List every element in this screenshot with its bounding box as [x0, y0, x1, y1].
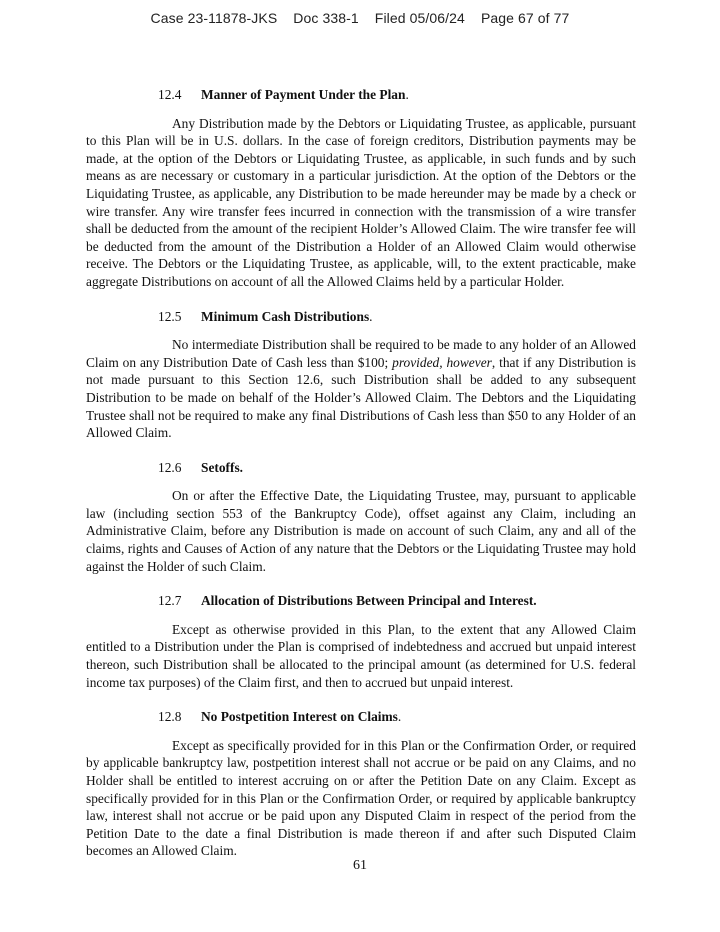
section-title: Manner of Payment Under the Plan [201, 87, 406, 102]
section-12-8 [86, 708, 636, 860]
section-number: 12.4 [158, 87, 182, 102]
section-paragraph: Any Distribution made by the Debtors or Liquidating Trustee, as applicable, pursuant to this Plan will be in U.S. dollars. In the case of foreign creditors, Distribution payments may be made, at the option of the Debtors or Liquidating Trustee, as applicable, in such funds and by such means as are necessary or customary in a particular jurisdiction. At the option of the Debtors or the Liquidating Trustee, as applicable, any Distribution to be made hereunder may be made by a check or wire transfer. Any wire transfer fees incurred in connection with the transmission of a wire transfer shall be deducted from the amount of the recipient Holder’s Allowed Claim. The wire transfer fee will be deducted from the amount of the Distribution a Holder of an Allowed Claim would otherwise receive. The Debtors or the Liquidating Trustee, as applicable, will, to the extent practicable, make aggregate Distributions on account of all the Allowed Claims held by a particular Holder. [86, 115, 636, 289]
section-heading [86, 592, 636, 610]
section-paragraph: Except as specifically provided for in this Plan or the Confirmation Order, or required by applicable bankruptcy law, postpetition interest shall not accrue or be paid on any Claims, and no Holder shall be entitled to interest accruing on or after the Petition Date on any Claim. Except as specifically provided for in this Plan or the Confirmation Order, or required by applicable bankruptcy law, interest shall not accrue or be paid upon any Disputed Claim in respect of the period from the Petition Date to the date a final Distribution is made thereon if and after such Disputed Claim becomes an Allowed Claim. [86, 737, 636, 859]
page-count: Page 67 of 77 [480, 10, 570, 26]
case-number: Case 23-11878-JKS [150, 10, 278, 26]
paragraph-text-pre: No intermediate Distribution shall be required to be made to any holder of an Allowed Claim on any Distribution Date of Cash less than $100; [86, 337, 636, 370]
section-number: 12.5 [158, 308, 182, 324]
page-number: 61 [353, 858, 367, 873]
section-title-suffix: . [405, 87, 409, 102]
section-number: 12.7 [158, 593, 182, 609]
section-12-6 [86, 459, 636, 576]
section-paragraph: On or after the Effective Date, the Liquidating Trustee, may, pursuant to applicable law (including section 553 of the Bankruptcy Code), offset against any Claim, including an Administrative Claim, before any Distribution is made on account of such Claim, any and all of the claims, rights and Causes of Action of any nature that the Debtors or the Liquidating Trustee may hold against the Holder of such Claim. [86, 488, 636, 574]
section-title: Setoffs. [201, 459, 244, 475]
section-number: 12.8 [158, 709, 182, 725]
section-heading [86, 86, 636, 104]
section-heading [86, 708, 636, 726]
section-12-4 [86, 86, 636, 291]
section-title: No Postpetition Interest on Claims [201, 709, 398, 725]
section-title: Minimum Cash Distributions [201, 308, 370, 324]
filed-date: Filed 05/06/24 [374, 10, 465, 26]
court-filing-header [0, 10, 720, 26]
section-title-suffix: . [369, 308, 373, 324]
paragraph-text-italic: provided, however [392, 354, 492, 370]
section-12-5 [86, 308, 636, 442]
section-title-suffix: . [397, 709, 402, 725]
section-title: Allocation of Distributions Between Principal and Interest. [201, 593, 537, 609]
section-number: 12.6 [158, 459, 182, 475]
paragraph-text-post: , that if any Distribution is not made pursuant to this Section 12.6, such Distribution shall be added to any subsequent Distribution to be made on behalf of the Holder’s Allowed Claim. The Debtors and the Liquidating Trustee shall not be required to make any final Distributions of Cash less than $50 to any Holder of an Allowed Claim. [86, 354, 636, 441]
section-heading [86, 308, 636, 326]
docket-number: Doc 338-1 [293, 10, 359, 26]
section-12-7 [86, 592, 636, 691]
section-paragraph [86, 336, 636, 442]
document-body [86, 86, 636, 860]
section-heading [86, 459, 636, 477]
section-paragraph: Except as otherwise provided in this Plan, to the extent that any Allowed Claim entitled to a Distribution under the Plan is comprised of indebtedness and accrued but unpaid interest thereon, such Distribution shall be allocated to the principal amount (as determined for U.S. federal income tax purposes) of the Claim first, and then to accrued but unpaid interest. [86, 621, 636, 690]
